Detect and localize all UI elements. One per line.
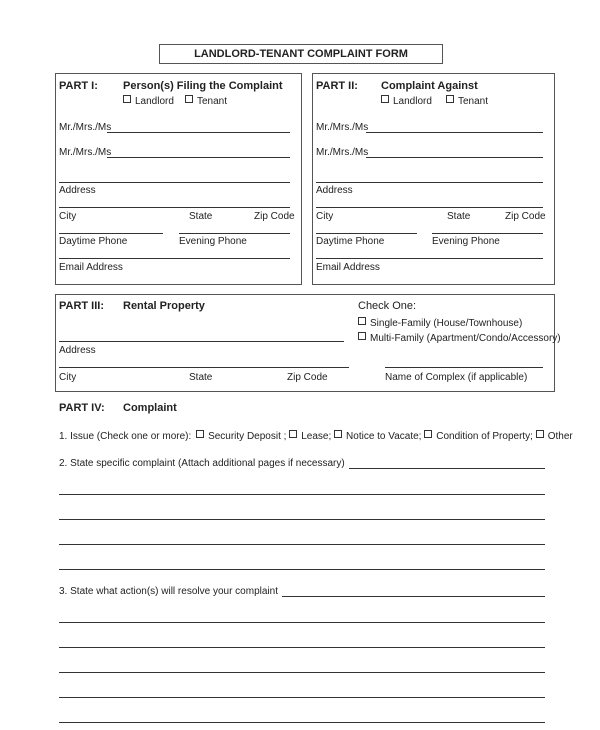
part1-tenant-option[interactable]: Tenant <box>185 95 227 108</box>
part3-city-field[interactable] <box>59 367 349 368</box>
part1-name1-label: Mr./Mrs./Ms <box>59 122 112 133</box>
part2-section <box>312 73 555 285</box>
part3-address-label: Address <box>59 345 96 356</box>
part2-name2-label: Mr./Mrs./Ms <box>316 147 369 158</box>
part2-city-label: City <box>316 211 334 222</box>
part1-email-field[interactable] <box>59 258 290 259</box>
part1-name2-label: Mr./Mrs./Ms <box>59 147 112 158</box>
checkbox-icon <box>358 332 366 340</box>
checkbox-icon <box>446 95 454 103</box>
part3-zip-label: Zip Code <box>287 372 328 383</box>
part2-tenant-option[interactable]: Tenant <box>446 95 488 108</box>
part3-multi-family-option[interactable]: Multi-Family (Apartment/Condo/Accessory) <box>358 332 561 345</box>
part3-city-label: City <box>59 372 77 383</box>
checkbox-icon <box>536 430 544 438</box>
part2-name1-label: Mr./Mrs./Ms <box>316 122 369 133</box>
specific-complaint-line[interactable] <box>59 569 545 570</box>
checkbox-icon <box>334 430 342 438</box>
resolution-line[interactable] <box>59 647 545 648</box>
part1-state-label: State <box>189 211 213 222</box>
issue-security-deposit-option[interactable]: Security Deposit ; <box>194 431 286 442</box>
part2-email-field[interactable] <box>316 258 543 259</box>
part2-evening-phone-field[interactable] <box>432 233 543 234</box>
part3-check-one-label: Check One: <box>358 300 417 312</box>
specific-complaint-line[interactable] <box>59 494 545 495</box>
part1-address-label: Address <box>59 185 96 196</box>
part1-city-label: City <box>59 211 77 222</box>
specific-complaint-line[interactable] <box>59 544 545 545</box>
part2-name1-field[interactable] <box>366 132 543 133</box>
resolution-line[interactable] <box>59 622 545 623</box>
part3-complex-label: Name of Complex (if applicable) <box>385 372 528 383</box>
part4-label: PART IV: <box>59 402 105 414</box>
part3-single-family-option[interactable]: Single-Family (House/Townhouse) <box>358 317 522 330</box>
form-title: LANDLORD-TENANT COMPLAINT FORM <box>159 44 443 64</box>
checkbox-icon <box>358 317 366 325</box>
part2-landlord-option[interactable]: Landlord <box>381 95 432 108</box>
part2-state-label: State <box>447 211 471 222</box>
resolution-question: 3. State what action(s) will resolve your complaint <box>59 586 278 597</box>
resolution-line[interactable] <box>59 672 545 673</box>
part2-address-label: Address <box>316 185 353 196</box>
part1-address-field[interactable] <box>59 182 290 183</box>
resolution-line[interactable] <box>59 722 545 723</box>
part1-heading: Person(s) Filing the Complaint <box>123 80 283 92</box>
part2-daytime-phone-field[interactable] <box>316 233 417 234</box>
part2-name2-field[interactable] <box>366 157 543 158</box>
part1-city-field[interactable] <box>59 207 290 208</box>
part2-daytime-phone-label: Daytime Phone <box>316 236 385 247</box>
issue-condition-option[interactable]: Condition of Property; <box>424 431 533 442</box>
checkbox-icon <box>289 430 297 438</box>
part1-evening-phone-field[interactable] <box>179 233 290 234</box>
part1-email-label: Email Address <box>59 262 123 273</box>
specific-complaint-question: 2. State specific complaint (Attach additional pages if necessary) <box>59 458 345 469</box>
part3-complex-field[interactable] <box>385 367 543 368</box>
checkbox-icon <box>196 430 204 438</box>
part2-heading: Complaint Against <box>381 80 478 92</box>
part2-zip-label: Zip Code <box>505 211 546 222</box>
part1-name2-field[interactable] <box>107 157 290 158</box>
part3-heading: Rental Property <box>123 300 205 312</box>
part1-landlord-option[interactable]: Landlord <box>123 95 174 108</box>
issue-question-label: 1. Issue (Check one or more): <box>59 431 192 442</box>
part2-city-field[interactable] <box>316 207 543 208</box>
issue-other-option[interactable]: Other <box>536 431 573 442</box>
checkbox-icon <box>381 95 389 103</box>
resolution-line[interactable] <box>59 697 545 698</box>
part1-evening-phone-label: Evening Phone <box>179 236 247 247</box>
specific-complaint-field[interactable] <box>349 468 545 469</box>
part3-address-field[interactable] <box>59 341 344 342</box>
checkbox-icon <box>123 95 131 103</box>
part3-label: PART III: <box>59 300 105 312</box>
resolution-field[interactable] <box>282 596 545 597</box>
issue-lease-option[interactable]: Lease; <box>289 431 331 442</box>
part2-email-label: Email Address <box>316 262 380 273</box>
part3-state-label: State <box>189 372 213 383</box>
part2-label: PART II: <box>316 80 358 92</box>
part4-heading: Complaint <box>123 402 177 414</box>
checkbox-icon <box>185 95 193 103</box>
checkbox-icon <box>424 430 432 438</box>
part1-daytime-phone-field[interactable] <box>59 233 163 234</box>
part1-section <box>55 73 302 285</box>
part2-address-field[interactable] <box>316 182 543 183</box>
issue-question <box>59 430 573 443</box>
part1-daytime-phone-label: Daytime Phone <box>59 236 128 247</box>
specific-complaint-line[interactable] <box>59 519 545 520</box>
part2-evening-phone-label: Evening Phone <box>432 236 500 247</box>
part1-zip-label: Zip Code <box>254 211 295 222</box>
part1-name1-field[interactable] <box>107 132 290 133</box>
part1-label: PART I: <box>59 80 98 92</box>
issue-notice-to-vacate-option[interactable]: Notice to Vacate; <box>334 431 421 442</box>
